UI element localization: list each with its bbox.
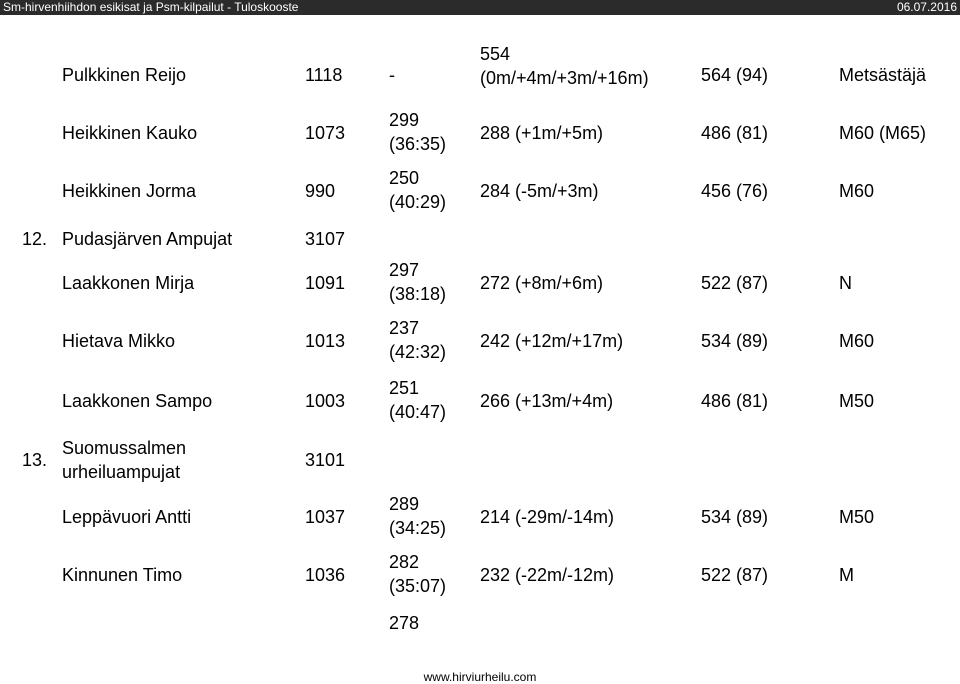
distance-result: 284 (-5m/+3m) [480, 181, 599, 201]
shooting-result [389, 376, 446, 424]
shooting-score: 251 [389, 378, 420, 398]
total-score: 534 (89) [701, 507, 769, 527]
total-score: 522 (87) [701, 565, 769, 585]
table-row [0, 166, 960, 216]
team-name: Pudasjärven Ampujat [62, 229, 233, 249]
competitor-name: Kinnunen Timo [62, 565, 183, 585]
competitor-points: 1036 [305, 565, 346, 585]
shooting-time: (40:29) [389, 192, 447, 212]
competitor-class: M60 [839, 331, 875, 351]
competitor-class: M50 [839, 507, 875, 527]
table-row [0, 550, 960, 600]
team-row [0, 436, 960, 486]
competitor-points: 1118 [305, 65, 343, 85]
team-name-line1: Suomussalmen [62, 438, 187, 458]
shooting-time: (34:25) [389, 518, 447, 538]
table-row [0, 376, 960, 426]
team-points: 3107 [305, 229, 346, 249]
competitor-class: M [839, 565, 854, 585]
team-name-line2: urheiluampujat [62, 462, 181, 482]
team-name [62, 436, 186, 484]
distance-total: 554 [480, 44, 511, 64]
team-points: 3101 [305, 450, 346, 470]
competitor-class: M60 (M65) [839, 123, 927, 143]
header-bar [0, 0, 960, 15]
competitor-class: Metsästäjä [839, 65, 927, 85]
competitor-class: N [839, 273, 852, 293]
competitor-class: M50 [839, 391, 875, 411]
table-row [0, 492, 960, 542]
distance-breakdown: (0m/+4m/+3m/+16m) [480, 68, 649, 88]
total-score: 486 (81) [701, 391, 769, 411]
competitor-class: M60 [839, 181, 875, 201]
table-row [0, 42, 960, 102]
competitor-points: 1013 [305, 331, 346, 351]
shooting-time: (35:07) [389, 576, 447, 596]
competitor-name: Leppävuori Antti [62, 507, 192, 527]
shooting-score: 278 [389, 613, 420, 633]
competitor-points: 1037 [305, 507, 346, 527]
total-score: 456 (76) [701, 181, 769, 201]
shooting-result [389, 258, 446, 306]
total-score: 564 (94) [701, 65, 769, 85]
shooting-result [389, 316, 446, 364]
competitor-points: 1073 [305, 123, 346, 143]
competitor-name: Pulkkinen Reijo [62, 65, 187, 85]
team-rank: 13. [22, 450, 48, 470]
shooting-result [389, 550, 446, 598]
distance-result [480, 42, 649, 90]
document-title: Sm-hirvenhiihdon esikisat ja Psm-kilpailut - Tuloskooste [3, 0, 299, 14]
distance-result: 214 (-29m/-14m) [480, 507, 615, 527]
shooting-time: (38:18) [389, 284, 447, 304]
shooting-result [389, 108, 446, 156]
shooting-score: 250 [389, 168, 420, 188]
total-score: 534 (89) [701, 331, 769, 351]
distance-result: 242 (+12m/+17m) [480, 331, 624, 351]
competitor-points: 1003 [305, 391, 346, 411]
clipped-row [0, 612, 960, 633]
shooting-time: (36:35) [389, 134, 447, 154]
table-row [0, 316, 960, 366]
team-rank: 12. [22, 229, 48, 249]
competitor-name: Heikkinen Jorma [62, 181, 197, 201]
shooting-score: 282 [389, 552, 420, 572]
competitor-name: Laakkonen Sampo [62, 391, 213, 411]
distance-result: 288 (+1m/+5m) [480, 123, 604, 143]
distance-result: 232 (-22m/-12m) [480, 565, 615, 585]
shooting-score: 297 [389, 260, 420, 280]
total-score: 486 (81) [701, 123, 769, 143]
shooting-score: 289 [389, 494, 420, 514]
team-row [0, 228, 960, 252]
competitor-name: Laakkonen Mirja [62, 273, 195, 293]
document-date: 06.07.2016 [896, 0, 957, 14]
table-row [0, 108, 960, 158]
competitor-points: 990 [305, 181, 336, 201]
shooting-score: 237 [389, 318, 420, 338]
competitor-points: 1091 [305, 273, 346, 293]
shooting-time: (40:47) [389, 402, 447, 422]
shooting-result [389, 492, 446, 540]
shooting-time: (42:32) [389, 342, 447, 362]
distance-result: 266 (+13m/+4m) [480, 391, 614, 411]
total-score: 522 (87) [701, 273, 769, 293]
footer-url: www.hirviurheilu.com [423, 670, 537, 684]
shooting-result [389, 166, 446, 214]
shooting-result: - [389, 65, 395, 85]
competitor-name: Hietava Mikko [62, 331, 176, 351]
table-row [0, 258, 960, 308]
distance-result: 272 (+8m/+6m) [480, 273, 604, 293]
shooting-score: 299 [389, 110, 420, 130]
competitor-name: Heikkinen Kauko [62, 123, 198, 143]
